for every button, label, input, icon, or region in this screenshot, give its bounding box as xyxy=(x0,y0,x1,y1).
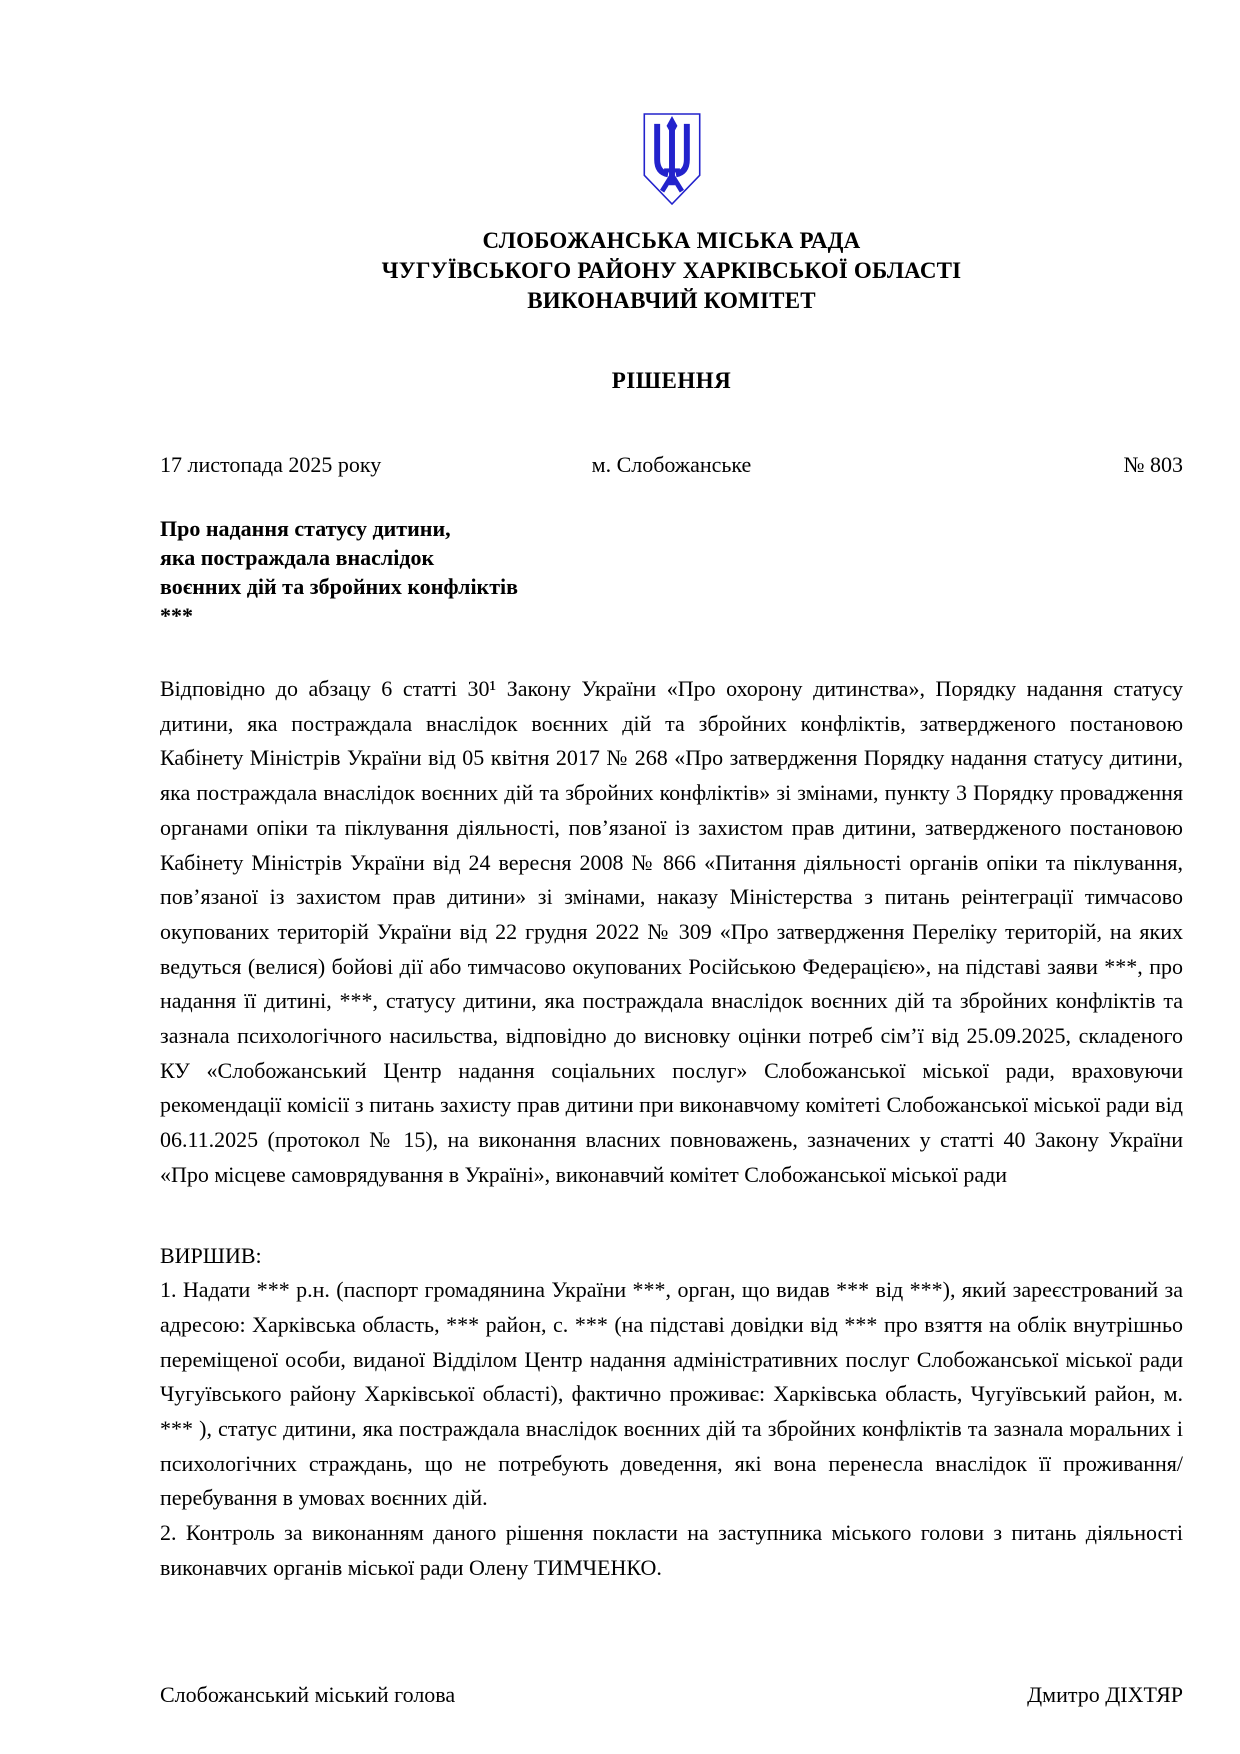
document-number: № 803 xyxy=(1123,452,1183,477)
resolution-item-1: 1. Надати *** р.н. (паспорт громадянина України ***, орган, що видав *** від ***), який зареєстрований за адресою: Харківська область, *** район, с. *** (на підставі довідки від *** про взяття на облік внутрішньо переміщеної особи, виданої Відділом Центр надання адміністративних послуг Слобожанської міської ради Чугуївського району Харківської області), фактично проживає: Харківська область, Чугуївський район, м. *** ), статус дитини, яка постраждала внаслідок воєнних дій та збройних конфліктів та зазнала моральних і психологічних страждань, що не потребують доведення, які вона перенесла внаслідок її проживання/перебування в умовах воєнних дій. xyxy=(160,1277,1183,1511)
resolution-block xyxy=(160,1239,1183,1586)
document-header xyxy=(160,112,1183,316)
signatory-name: Дмитро ДІХТЯР xyxy=(1027,1681,1183,1707)
resolution-item-2: 2. Контроль за виконанням даного рішення покласти на заступника міського голови з питань діяльності виконавчих органів міської ради Олену ТИМЧЕНКО. xyxy=(160,1520,1183,1580)
preamble-paragraph: Відповідно до абзацу 6 статті 30¹ Закону України «Про охорону дитинства», Порядку надання статусу дитини, яка постраждала внаслідок воєнних дій та збройних конфліктів, затвердженого постановою Кабінету Міністрів України від 05 квітня 2017 № 268 «Про затвердження Порядку надання статусу дитини, яка постраждала внаслідок воєнних дій та збройних конфліктів» зі змінами, пункту 3 Порядку провадження органами опіки та піклування діяльності, пов’язаної із захистом прав дитини, затвердженого постановою Кабінету Міністрів України від 24 вересня 2008 № 866 «Питання діяльності органів опіки та піклування, пов’язаної із захистом прав дитини» зі змінами, наказу Міністерства з питань реінтеграції тимчасово окупованих територій України від 22 грудня 2022 № 309 «Про затвердження Переліку територій, на яких ведуться (велися) бойові дії або тимчасово окупованих Російською Федерацією», на підставі заяви ***, про надання її дитині, ***, статусу дитини, яка постраждала внаслідок воєнних дій та збройних конфліктів та зазнала психологічного насильства, відповідно до висновку оцінки потреб сім’ї від 25.09.2025, складеного КУ «Слобожанський Центр надання соціальних послуг» Слобожанської міської ради, враховуючи рекомендації комісії з питань захисту прав дитини при виконавчому комітеті Слобожанської міської ради від 06.11.2025 (протокол № 15), на виконання власних повноважень, зазначених у статті 40 Закону України «Про місцеве самоврядування в Україні», виконавчий комітет Слобожанської міської ради xyxy=(160,676,1183,1187)
document-meta-row xyxy=(160,452,1183,478)
subject-block xyxy=(160,514,1183,630)
subject-line-3: воєнних дій та збройних конфліктів xyxy=(160,574,519,599)
subject-line-redacted: *** xyxy=(160,603,193,628)
document-place: м. Слобожанське xyxy=(591,452,752,477)
signatory-title: Слобожанський міський голова xyxy=(160,1681,456,1707)
document-type-title: РІШЕННЯ xyxy=(611,368,732,393)
resolution-label: ВИРШИВ: xyxy=(160,1242,262,1268)
document-date: 17 листопада 2025 року xyxy=(160,452,382,477)
signature-row xyxy=(160,1682,1183,1708)
subject-line-2: яка постраждала внаслідок xyxy=(160,545,435,570)
org-name-line-1: СЛОБОЖАНСЬКА МІСЬКА РАДА xyxy=(482,228,861,253)
org-name-line-2: ЧУГУЇВСЬКОГО РАЙОНУ ХАРКІВСЬКОЇ ОБЛАСТІ xyxy=(381,258,962,283)
subject-line-1: Про надання статусу дитини, xyxy=(160,516,451,541)
org-name-line-3: ВИКОНАВЧИЙ КОМІТЕТ xyxy=(527,288,816,313)
ukraine-trident-emblem-icon xyxy=(640,112,704,212)
